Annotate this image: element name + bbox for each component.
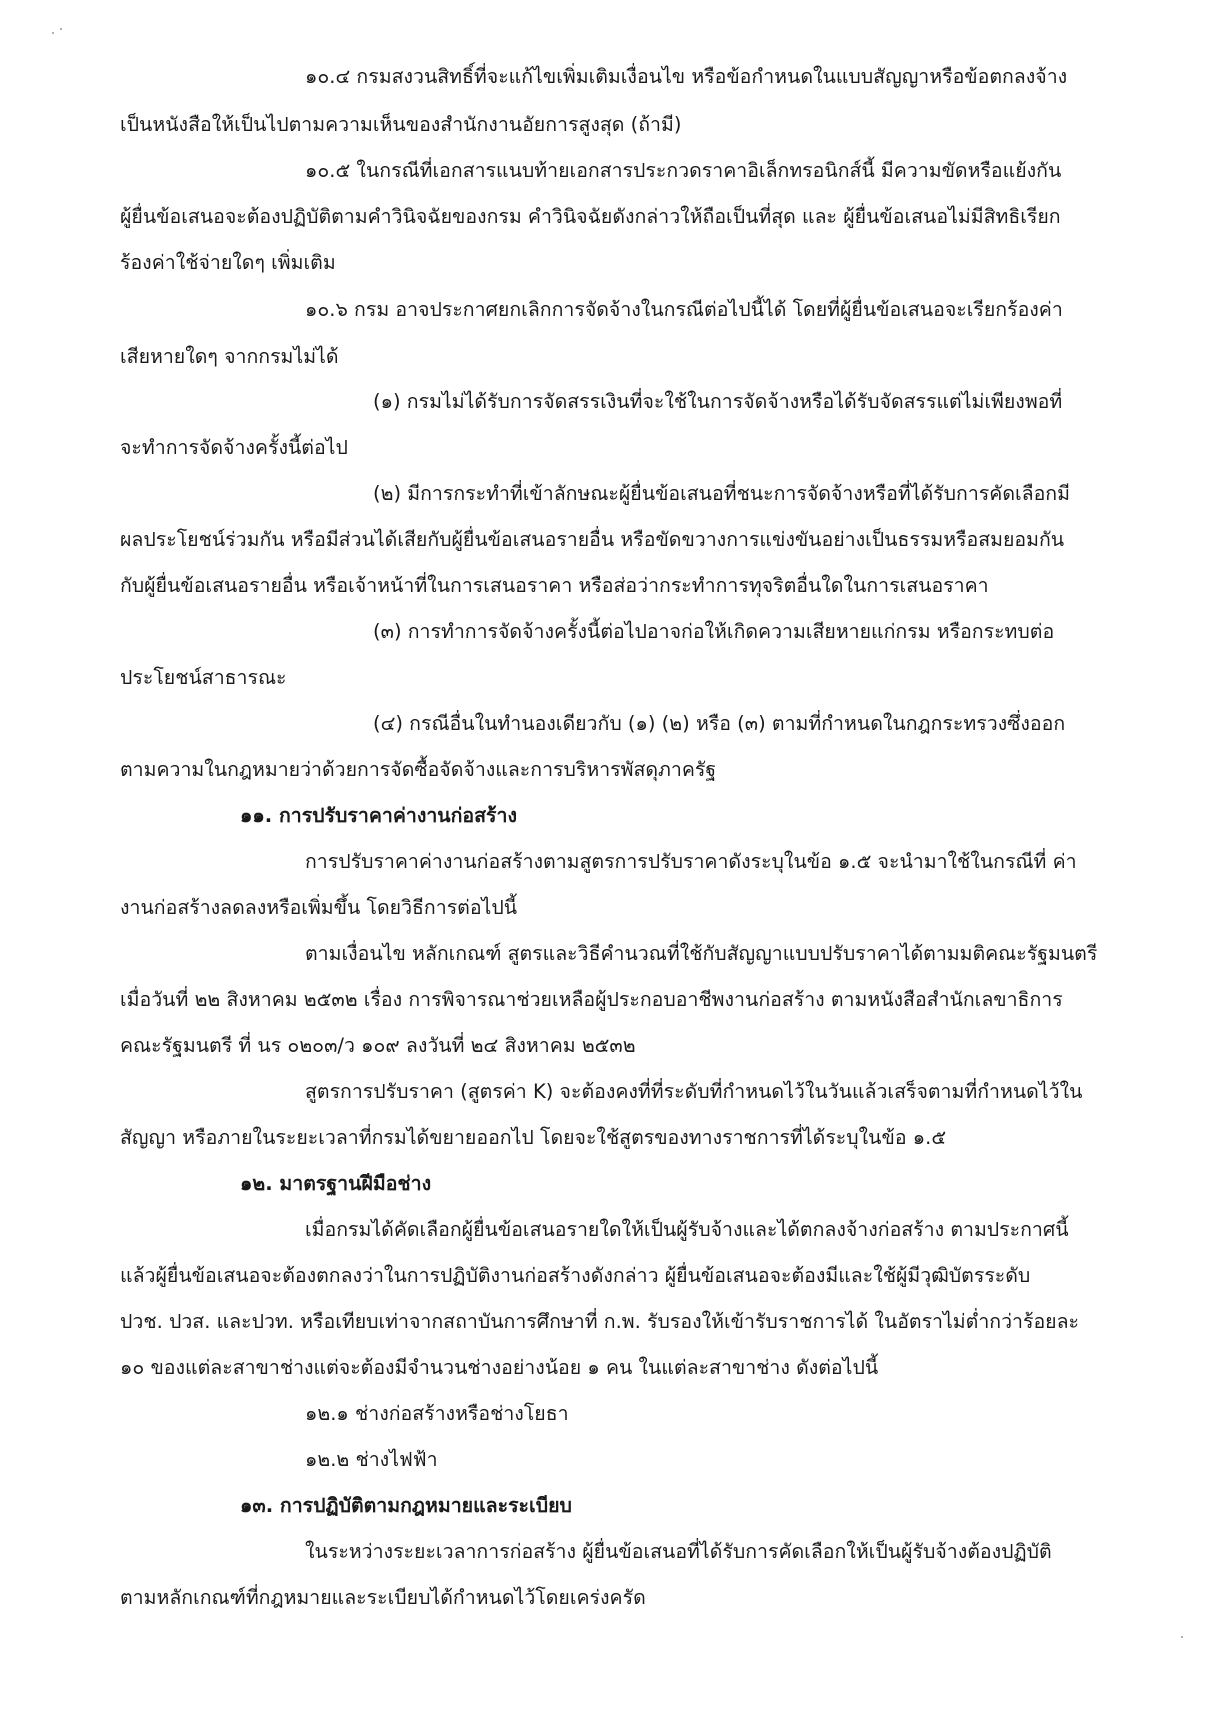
section-11-heading: ๑๑. การปรับราคาค่างานก่อสร้าง xyxy=(240,804,517,827)
paragraph-line: คณะรัฐมนตรี ที่ นร ๐๒๐๓/ว ๑๐๙ ลงวันที่ ๒๔ สิงหาคม ๒๕๓๒ xyxy=(120,1034,636,1057)
paragraph-line: ตามเงื่อนไข หลักเกณฑ์ สูตรและวิธีคำนวณที่ใช้กับสัญญาแบบปรับราคาได้ตามมติคณะรัฐมนตรี xyxy=(305,942,1098,965)
paragraph-line: เสียหายใดๆ จากกรมไม่ได้ xyxy=(120,345,339,368)
scan-speck xyxy=(52,32,54,34)
clause-10-6-line: ๑๐.๖ กรม อาจประกาศยกเลิกการจัดจ้างในกรณีต่อไปนี้ได้ โดยที่ผู้ยื่นข้อเสนอจะเรียกร้องค่า xyxy=(305,298,1063,321)
clause-10-4-line: ๑๐.๔ กรมสงวนสิทธิ์ที่จะแก้ไขเพิ่มเติมเงื่อนไข หรือข้อกำหนดในแบบสัญญาหรือข้อตกลงจ้าง xyxy=(305,65,1068,88)
paragraph-line: เมื่อวันที่ ๒๒ สิงหาคม ๒๕๓๒ เรื่อง การพิจารณาช่วยเหลือผู้ประกอบอาชีพงานก่อสร้าง ตามหนังสือสำนักเลขาธิการ xyxy=(120,988,1063,1011)
paragraph-line: จะทำการจัดจ้างครั้งนี้ต่อไป xyxy=(120,436,348,459)
section-12-heading: ๑๒. มาตรฐานฝีมือช่าง xyxy=(240,1172,432,1195)
paragraph-line: ร้องค่าใช้จ่ายใดๆ เพิ่มเติม xyxy=(120,251,336,274)
scan-speck xyxy=(1181,1636,1183,1638)
paragraph-line: การปรับราคาค่างานก่อสร้างตามสูตรการปรับราคาดังระบุในข้อ ๑.๕ จะนำมาใช้ในกรณีที่ ค่า xyxy=(305,850,1077,873)
paragraph-line: ตามความในกฎหมายว่าด้วยการจัดซื้อจัดจ้างและการบริหารพัสดุภาครัฐ xyxy=(120,758,717,781)
section-13-heading: ๑๓. การปฏิบัติตามกฎหมายและระเบียบ xyxy=(240,1494,572,1517)
paragraph-line: เมื่อกรมได้คัดเลือกผู้ยื่นข้อเสนอรายใดให้เป็นผู้รับจ้างและได้ตกลงจ้างก่อสร้าง ตามประกาศนี้ xyxy=(305,1218,1069,1241)
paragraph-line: แล้วผู้ยื่นข้อเสนอจะต้องตกลงว่าในการปฏิบัติงานก่อสร้างดังกล่าว ผู้ยื่นข้อเสนอจะต้องมีและใช้ผู้มีวุฒิบัตรระดับ xyxy=(120,1264,1031,1287)
paragraph-line: ปวช. ปวส. และปวท. หรือเทียบเท่าจากสถาบันการศึกษาที่ ก.พ. รับรองให้เข้ารับราชการได้ ในอัตราไม่ต่ำกว่าร้อยละ xyxy=(120,1310,1080,1333)
sub-item-3-line: (๓) การทำการจัดจ้างครั้งนี้ต่อไปอาจก่อให้เกิดความเสียหายแก่กรม หรือกระทบต่อ xyxy=(373,620,1055,643)
sub-item-1-line: (๑) กรมไม่ได้รับการจัดสรรเงินที่จะใช้ในการจัดจ้างหรือได้รับจัดสรรแต่ไม่เพียงพอที่ xyxy=(373,390,1063,413)
paragraph-line: ประโยชน์สาธารณะ xyxy=(120,666,287,689)
paragraph-line: สูตรการปรับราคา (สูตรค่า K) จะต้องคงที่ที่ระดับที่กำหนดไว้ในวันแล้วเสร็จตามที่กำหนดไว้ใน xyxy=(305,1080,1083,1103)
clause-10-5-line: ๑๐.๕ ในกรณีที่เอกสารแนบท้ายเอกสารประกวดราคาอิเล็กทรอนิกส์นี้ มีความขัดหรือแย้งกัน xyxy=(305,159,1062,182)
paragraph-line: ผลประโยชน์ร่วมกัน หรือมีส่วนได้เสียกับผู้ยื่นข้อเสนอรายอื่น หรือขัดขวางการแข่งขันอย่างเป็นธรรมหรือสมยอมกัน xyxy=(120,528,1065,551)
paragraph-line: กับผู้ยื่นข้อเสนอรายอื่น หรือเจ้าหน้าที่ในการเสนอราคา หรือส่อว่ากระทำการทุจริตอื่นใดในการเสนอราคา xyxy=(120,574,989,597)
paragraph-line: ๑๐ ของแต่ละสาขาช่างแต่จะต้องมีจำนวนช่างอย่างน้อย ๑ คน ในแต่ละสาขาช่าง ดังต่อไปนี้ xyxy=(120,1356,879,1379)
sub-item-4-line: (๔) กรณีอื่นในทำนองเดียวกับ (๑) (๒) หรือ (๓) ตามที่กำหนดในกฎกระทรวงซึ่งออก xyxy=(373,712,1066,735)
paragraph-line: ตามหลักเกณฑ์ที่กฎหมายและระเบียบได้กำหนดไว้โดยเคร่งครัด xyxy=(120,1586,646,1609)
sub-item-2-line: (๒) มีการกระทำที่เข้าลักษณะผู้ยื่นข้อเสนอที่ชนะการจัดจ้างหรือที่ได้รับการคัดเลือกมี xyxy=(373,482,1070,505)
item-12-1-line: ๑๒.๑ ช่างก่อสร้างหรือช่างโยธา xyxy=(305,1402,569,1425)
scan-speck xyxy=(60,28,62,30)
paragraph-line: สัญญา หรือภายในระยะเวลาที่กรมได้ขยายออกไป โดยจะใช้สูตรของทางราชการที่ได้ระบุในข้อ ๑.๕ xyxy=(120,1126,947,1149)
paragraph-line: งานก่อสร้างลดลงหรือเพิ่มขึ้น โดยวิธีการต่อไปนี้ xyxy=(120,896,518,919)
paragraph-line: เป็นหนังสือให้เป็นไปตามความเห็นของสำนักงานอัยการสูงสุด (ถ้ามี) xyxy=(120,113,682,136)
paragraph-line: ผู้ยื่นข้อเสนอจะต้องปฏิบัติตามคำวินิจฉัยของกรม คำวินิจฉัยดังกล่าวให้ถือเป็นที่สุด และ ผู้ยื่นข้อเสนอไม่มีสิทธิเรียก xyxy=(120,205,1061,228)
item-12-2-line: ๑๒.๒ ช่างไฟฟ้า xyxy=(305,1448,438,1471)
paragraph-line: ในระหว่างระยะเวลาการก่อสร้าง ผู้ยื่นข้อเสนอที่ได้รับการคัดเลือกให้เป็นผู้รับจ้างต้องปฏิบัติ xyxy=(305,1540,1052,1563)
